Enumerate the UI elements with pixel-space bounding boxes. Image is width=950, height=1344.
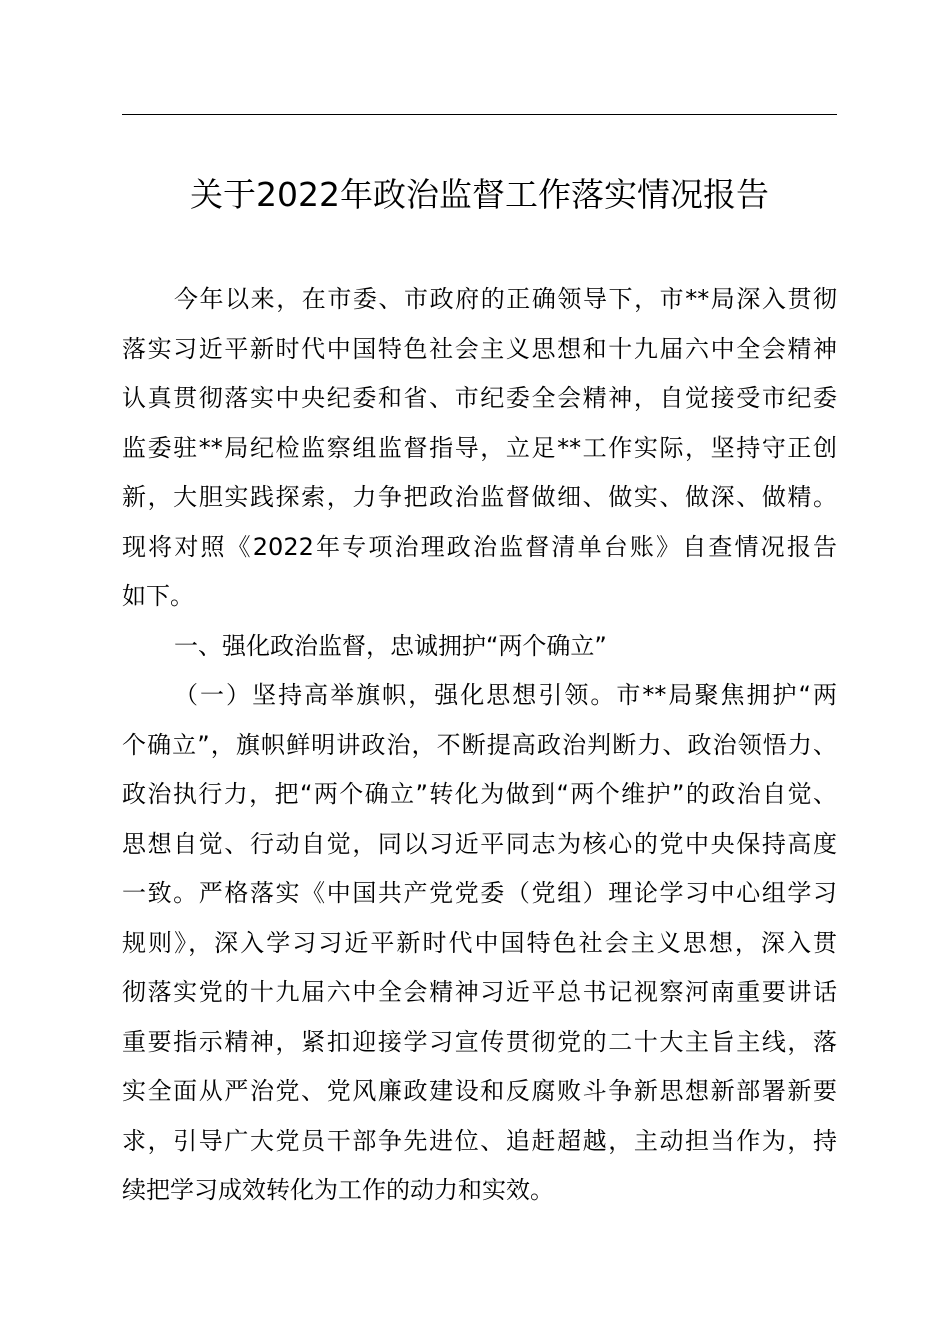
text-line: 规则》，深入学习习近平新时代中国特色社会主义思想，深入贯: [122, 928, 837, 957]
section-heading: [122, 622, 837, 672]
text-line: 一、强化政治监督，忠诚拥护“两个确立”: [174, 631, 607, 660]
text-line: 新，大胆实践探索，力争把政治监督做细、做实、做深、做精。: [122, 483, 837, 511]
document-body: [122, 275, 837, 1216]
text-line: 实全面从严治党、党风廉政建设和反腐败斗争新思想新部署新要: [122, 1077, 837, 1105]
text-line: 重要指示精神，紧扣迎接学习宣传贯彻党的二十大主旨主线，落: [122, 1027, 837, 1056]
text-line: 个确立”，旗帜鲜明讲政治，不断提高政治判断力、政治领悟力、: [122, 730, 837, 759]
document-title: 关于2022年政治监督工作落实情况报告: [190, 175, 769, 214]
header-rule: [122, 114, 837, 115]
text-line: 政治执行力，把“两个确立”转化为做到“两个维护”的政治自觉、: [122, 780, 837, 808]
text-line: 续把学习成效转化为工作的动力和实效。: [122, 1176, 554, 1204]
text-line: 现将对照《2022年专项治理政治监督清单台账》自查情况报告: [122, 532, 837, 561]
text-line: 思想自觉、行动自觉，同以习近平同志为核心的党中央保持高度: [122, 829, 837, 858]
text-line: 落实习近平新时代中国特色社会主义思想和十九届六中全会精神: [122, 334, 837, 363]
paragraph-intro: [122, 275, 837, 622]
text-line: 如下。: [122, 582, 194, 610]
paragraph-section-1-1: [122, 671, 837, 1216]
text-line: （一）坚持高举旗帜，强化思想引领。市**局聚焦拥护“两: [174, 681, 837, 709]
text-line: 一致。严格落实《中国共产党党委（党组）理论学习中心组学习: [122, 879, 837, 907]
text-line: 认真贯彻落实中央纪委和省、市纪委全会精神，自觉接受市纪委: [122, 384, 837, 412]
text-line: 求，引导广大党员干部争先进位、追赶超越，主动担当作为，持: [122, 1126, 837, 1155]
text-line: 今年以来，在市委、市政府的正确领导下，市**局深入贯彻: [174, 285, 837, 313]
text-line: 监委驻**局纪检监察组监督指导，立足**工作实际，坚持守正创: [122, 433, 837, 462]
text-line: 彻落实党的十九届六中全会精神习近平总书记视察河南重要讲话: [122, 978, 837, 1006]
